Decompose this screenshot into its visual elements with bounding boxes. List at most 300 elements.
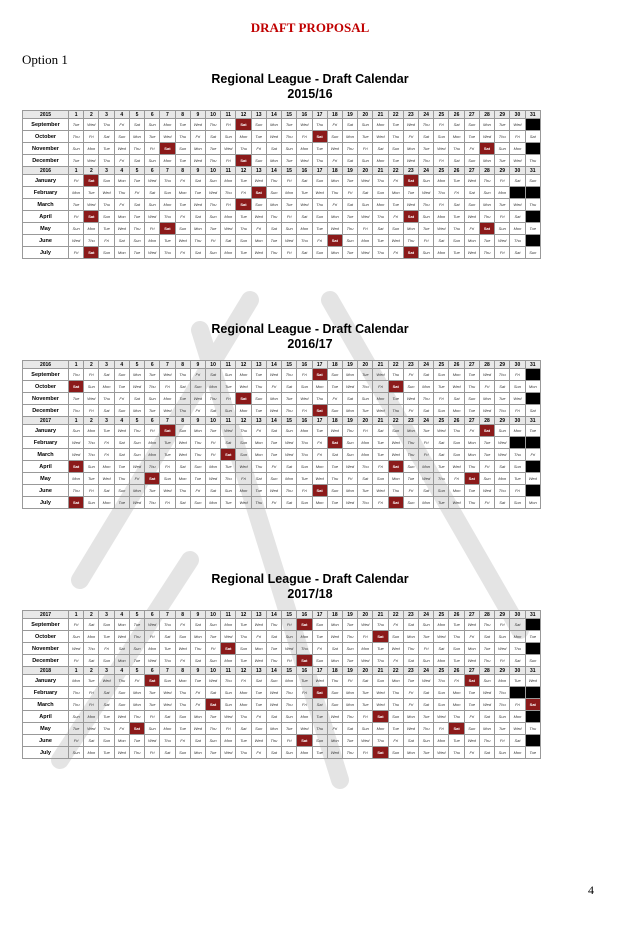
day-cell: Mon: [358, 235, 373, 247]
day-header: 27: [464, 111, 479, 119]
day-cell: Wed: [464, 735, 479, 747]
day-cell: Wed: [510, 155, 525, 167]
day-cell: Thu: [69, 405, 84, 417]
day-cell: Sat: [479, 223, 494, 235]
day-cell: Sat: [99, 687, 114, 699]
day-cell: Wed: [358, 211, 373, 223]
day-cell: Wed: [510, 199, 525, 211]
calendar-season: 2016/17: [287, 337, 333, 351]
month-row: [23, 687, 541, 699]
day-header: 16: [297, 667, 312, 675]
day-cell: Tue: [114, 461, 129, 473]
day-cell: Mon: [358, 449, 373, 461]
day-cell: Thu: [388, 405, 403, 417]
day-cell: Wed: [236, 381, 251, 393]
day-cell: Fri: [297, 131, 312, 143]
day-cell: Tue: [129, 655, 144, 667]
day-cell: Thu: [449, 711, 464, 723]
day-cell: Mon: [84, 631, 99, 643]
day-cell: Sun: [373, 473, 388, 485]
day-cell: Sat: [342, 155, 357, 167]
day-cell: Sun: [84, 381, 99, 393]
day-cell: Sun: [190, 381, 205, 393]
day-cell: Wed: [479, 131, 494, 143]
day-cell: Sat: [251, 187, 266, 199]
day-cell: Sat: [312, 485, 327, 497]
month-row: [23, 211, 541, 223]
day-cell: Thu: [99, 199, 114, 211]
day-cell: Thu: [205, 155, 220, 167]
day-cell: Wed: [145, 619, 160, 631]
day-cell: Tue: [282, 155, 297, 167]
day-cell: Sat: [327, 643, 342, 655]
day-cell: Thu: [145, 461, 160, 473]
day-cell: Mon: [464, 449, 479, 461]
day-cell: [510, 437, 525, 449]
month-row: [23, 437, 541, 449]
day-cell: Wed: [114, 223, 129, 235]
day-cell: Mon: [236, 699, 251, 711]
day-cell: Thu: [251, 497, 266, 509]
day-cell: Fri: [403, 485, 418, 497]
day-cell: Thu: [419, 155, 434, 167]
day-cell: Sat: [114, 235, 129, 247]
day-cell: Sun: [282, 223, 297, 235]
day-cell: Thu: [342, 425, 357, 437]
day-cell: Fri: [434, 199, 449, 211]
day-cell: Fri: [282, 211, 297, 223]
day-cell: Sun: [419, 175, 434, 187]
day-cell: Thu: [342, 143, 357, 155]
day-header: 30: [510, 361, 525, 369]
day-cell: Thu: [266, 619, 281, 631]
day-cell: Sun: [236, 235, 251, 247]
day-cell: Tue: [129, 247, 144, 259]
day-cell: Sun: [69, 631, 84, 643]
day-cell: Tue: [358, 687, 373, 699]
day-header: 16: [297, 361, 312, 369]
day-cell: Tue: [358, 405, 373, 417]
day-cell: Tue: [327, 497, 342, 509]
day-header: 20: [358, 417, 373, 425]
day-cell: Thu: [282, 405, 297, 417]
month-label: January: [23, 175, 69, 187]
day-header: 10: [205, 667, 220, 675]
day-cell: Thu: [114, 187, 129, 199]
day-cell: Sun: [282, 747, 297, 759]
day-cell: Mon: [69, 675, 84, 687]
day-cell: Tue: [388, 393, 403, 405]
day-header: 19: [342, 611, 357, 619]
day-cell: Sat: [479, 143, 494, 155]
day-cell: Sat: [160, 711, 175, 723]
day-cell: Sat: [251, 473, 266, 485]
day-header: 1: [69, 111, 84, 119]
day-cell: Fri: [221, 393, 236, 405]
day-cell: Sun: [221, 485, 236, 497]
day-cell: Fri: [464, 711, 479, 723]
day-cell: Wed: [221, 747, 236, 759]
day-cell: Sun: [495, 747, 510, 759]
day-header: 25: [434, 667, 449, 675]
day-cell: Fri: [69, 211, 84, 223]
day-cell: Tue: [358, 131, 373, 143]
day-cell: Thu: [419, 119, 434, 131]
day-cell: Sun: [419, 211, 434, 223]
day-cell: Sun: [175, 223, 190, 235]
day-cell: Sun: [251, 393, 266, 405]
day-cell: Thu: [69, 131, 84, 143]
day-cell: Wed: [327, 747, 342, 759]
day-header: 14: [266, 611, 281, 619]
day-cell: Wed: [160, 405, 175, 417]
day-cell: Tue: [434, 381, 449, 393]
day-header: 2: [84, 361, 99, 369]
day-cell: Mon: [327, 619, 342, 631]
day-cell: Tue: [434, 497, 449, 509]
day-header: 18: [327, 667, 342, 675]
day-cell: Sun: [99, 619, 114, 631]
day-cell: Sat: [69, 461, 84, 473]
day-cell: Fri: [388, 655, 403, 667]
day-cell: Thu: [312, 199, 327, 211]
day-header: 24: [419, 611, 434, 619]
day-cell: Tue: [373, 449, 388, 461]
day-header: 12: [236, 361, 251, 369]
day-header: 29: [495, 611, 510, 619]
day-header: 17: [312, 417, 327, 425]
day-cell: Fri: [69, 175, 84, 187]
day-cell: Fri: [129, 473, 144, 485]
day-header: 3: [99, 417, 114, 425]
day-header: 13: [251, 111, 266, 119]
day-cell: Thu: [236, 425, 251, 437]
day-cell: Tue: [205, 223, 220, 235]
day-cell: Sun: [221, 369, 236, 381]
day-cell: Mon: [282, 187, 297, 199]
day-cell: Sun: [373, 675, 388, 687]
day-cell: Sat: [236, 199, 251, 211]
day-cell: Fri: [282, 735, 297, 747]
day-cell: Thu: [312, 119, 327, 131]
day-header: 1: [69, 611, 84, 619]
day-cell: [525, 687, 540, 699]
month-label: November: [23, 393, 69, 405]
day-cell: Sat: [160, 747, 175, 759]
day-cell: Thu: [449, 747, 464, 759]
day-cell: Sat: [479, 747, 494, 759]
day-cell: Mon: [510, 747, 525, 759]
day-cell: Mon: [282, 675, 297, 687]
day-cell: Sun: [434, 369, 449, 381]
day-cell: Fri: [160, 381, 175, 393]
month-label: February: [23, 687, 69, 699]
day-header: 29: [495, 361, 510, 369]
day-cell: Tue: [449, 619, 464, 631]
day-cell: Sat: [327, 437, 342, 449]
day-cell: Thu: [358, 497, 373, 509]
day-cell: Sun: [358, 155, 373, 167]
day-cell: Sat: [175, 381, 190, 393]
day-cell: Thu: [175, 369, 190, 381]
day-cell: Fri: [373, 497, 388, 509]
day-cell: Sun: [449, 235, 464, 247]
day-cell: Sat: [236, 393, 251, 405]
day-cell: Mon: [236, 131, 251, 143]
day-cell: Thu: [373, 735, 388, 747]
day-cell: Sat: [403, 247, 418, 259]
day-cell: Sun: [114, 405, 129, 417]
day-cell: Tue: [282, 723, 297, 735]
day-cell: Thu: [312, 393, 327, 405]
day-cell: Mon: [69, 187, 84, 199]
day-cell: Wed: [145, 175, 160, 187]
day-cell: Tue: [160, 449, 175, 461]
day-cell: Thu: [190, 437, 205, 449]
day-cell: Sun: [495, 425, 510, 437]
day-cell: Mon: [327, 735, 342, 747]
day-cell: Wed: [99, 473, 114, 485]
day-cell: Fri: [251, 425, 266, 437]
day-cell: Sun: [510, 497, 525, 509]
day-cell: Sun: [129, 643, 144, 655]
day-cell: Wed: [342, 497, 357, 509]
day-cell: Sat: [205, 405, 220, 417]
day-cell: Wed: [175, 235, 190, 247]
day-cell: Thu: [327, 675, 342, 687]
day-cell: Thu: [160, 175, 175, 187]
day-cell: Sat: [312, 699, 327, 711]
day-cell: Mon: [266, 119, 281, 131]
day-cell: Thu: [175, 485, 190, 497]
day-cell: Wed: [464, 655, 479, 667]
day-cell: Sun: [99, 211, 114, 223]
day-header: 27: [464, 417, 479, 425]
day-header: 28: [479, 361, 494, 369]
day-cell: Sun: [327, 405, 342, 417]
day-header: 4: [114, 111, 129, 119]
day-cell: Sun: [145, 199, 160, 211]
day-cell: Fri: [251, 143, 266, 155]
day-cell: Wed: [464, 175, 479, 187]
day-header: 24: [419, 111, 434, 119]
day-cell: Sat: [464, 473, 479, 485]
day-cell: Wed: [251, 619, 266, 631]
day-cell: Sat: [145, 473, 160, 485]
day-cell: Thu: [69, 485, 84, 497]
day-cell: Mon: [145, 643, 160, 655]
day-cell: Thu: [266, 211, 281, 223]
day-cell: Tue: [145, 699, 160, 711]
day-cell: Wed: [510, 723, 525, 735]
day-cell: Mon: [373, 723, 388, 735]
day-cell: Tue: [403, 675, 418, 687]
day-cell: Fri: [282, 247, 297, 259]
day-cell: Wed: [403, 393, 418, 405]
day-header: 6: [145, 417, 160, 425]
day-cell: Fri: [266, 381, 281, 393]
day-cell: Tue: [175, 199, 190, 211]
month-row: [23, 187, 541, 199]
day-cell: Thu: [495, 131, 510, 143]
day-cell: Sun: [327, 131, 342, 143]
day-cell: Sat: [525, 405, 540, 417]
day-cell: Wed: [114, 425, 129, 437]
day-header: 9: [190, 417, 205, 425]
day-cell: Mon: [434, 175, 449, 187]
month-label: May: [23, 473, 69, 485]
day-header: 20: [358, 611, 373, 619]
day-header: 29: [495, 167, 510, 175]
day-cell: Tue: [251, 687, 266, 699]
day-cell: Sat: [160, 223, 175, 235]
day-cell: Fri: [495, 247, 510, 259]
day-cell: Sun: [84, 461, 99, 473]
day-cell: Sun: [205, 211, 220, 223]
day-cell: Sat: [145, 187, 160, 199]
day-cell: Wed: [190, 155, 205, 167]
day-header: 12: [236, 417, 251, 425]
month-label: February: [23, 437, 69, 449]
month-row: [23, 711, 541, 723]
month-label: June: [23, 735, 69, 747]
day-cell: Thu: [434, 187, 449, 199]
day-cell: Sat: [69, 381, 84, 393]
day-cell: Tue: [495, 155, 510, 167]
day-cell: Sun: [388, 631, 403, 643]
day-cell: Mon: [114, 175, 129, 187]
day-cell: Tue: [342, 175, 357, 187]
day-cell: Sat: [358, 187, 373, 199]
day-cell: Sat: [449, 155, 464, 167]
month-label: July: [23, 497, 69, 509]
day-cell: Wed: [190, 723, 205, 735]
month-row: [23, 497, 541, 509]
day-cell: Sun: [464, 199, 479, 211]
day-cell: Fri: [297, 687, 312, 699]
month-label: January: [23, 425, 69, 437]
day-cell: Mon: [510, 711, 525, 723]
day-cell: Wed: [99, 675, 114, 687]
day-header: 28: [479, 167, 494, 175]
day-cell: Mon: [434, 247, 449, 259]
day-cell: Thu: [373, 247, 388, 259]
day-cell: Fri: [145, 223, 160, 235]
day-cell: Wed: [266, 131, 281, 143]
day-cell: [525, 735, 540, 747]
day-cell: Sat: [205, 699, 220, 711]
month-label: June: [23, 485, 69, 497]
day-header: 18: [327, 417, 342, 425]
day-cell: Wed: [145, 655, 160, 667]
day-cell: Sat: [327, 235, 342, 247]
calendar-title: Regional League - Draft Calendar: [211, 572, 409, 586]
day-cell: Tue: [464, 131, 479, 143]
month-label: January: [23, 675, 69, 687]
day-cell: Sun: [525, 655, 540, 667]
day-cell: Sun: [129, 437, 144, 449]
day-cell: Sun: [266, 187, 281, 199]
day-cell: Thu: [190, 449, 205, 461]
day-header: 17: [312, 361, 327, 369]
day-cell: Thu: [297, 643, 312, 655]
day-header: 20: [358, 361, 373, 369]
day-header: 7: [160, 417, 175, 425]
day-cell: Sun: [464, 155, 479, 167]
day-cell: Sat: [99, 699, 114, 711]
day-header: 27: [464, 611, 479, 619]
day-cell: Thu: [129, 747, 144, 759]
day-cell: Sat: [84, 211, 99, 223]
day-cell: Sun: [327, 687, 342, 699]
day-header: 10: [205, 167, 220, 175]
day-cell: Sat: [373, 143, 388, 155]
day-cell: Sun: [449, 437, 464, 449]
day-cell: Fri: [175, 735, 190, 747]
day-cell: Wed: [297, 199, 312, 211]
day-cell: Sat: [266, 747, 281, 759]
day-cell: Tue: [342, 211, 357, 223]
day-cell: Wed: [266, 405, 281, 417]
day-cell: Wed: [464, 619, 479, 631]
day-cell: Sun: [525, 247, 540, 259]
day-cell: Sun: [342, 643, 357, 655]
day-header: 22: [388, 361, 403, 369]
day-cell: Tue: [84, 675, 99, 687]
day-header: 1: [69, 417, 84, 425]
month-row: [23, 723, 541, 735]
day-header: 26: [449, 611, 464, 619]
day-cell: Fri: [175, 211, 190, 223]
day-cell: Mon: [129, 485, 144, 497]
calendar-title: Regional League - Draft Calendar: [211, 322, 409, 336]
day-cell: Sat: [266, 425, 281, 437]
day-cell: Tue: [99, 631, 114, 643]
day-cell: Wed: [479, 485, 494, 497]
day-cell: Sun: [129, 235, 144, 247]
day-cell: Fri: [266, 497, 281, 509]
day-cell: Fri: [434, 393, 449, 405]
month-row: [23, 473, 541, 485]
day-cell: Wed: [205, 675, 220, 687]
day-cell: Sat: [190, 655, 205, 667]
day-cell: Thu: [419, 723, 434, 735]
day-cell: Wed: [297, 393, 312, 405]
day-cell: Thu: [84, 449, 99, 461]
day-cell: Fri: [327, 155, 342, 167]
day-cell: Sat: [342, 393, 357, 405]
day-cell: Sun: [419, 247, 434, 259]
day-cell: Mon: [266, 199, 281, 211]
day-cell: Fri: [464, 747, 479, 759]
day-cell: Mon: [190, 143, 205, 155]
day-cell: Sat: [129, 723, 144, 735]
day-cell: Mon: [129, 405, 144, 417]
day-cell: Wed: [251, 735, 266, 747]
day-cell: Sat: [510, 735, 525, 747]
month-label: November: [23, 643, 69, 655]
day-cell: Sat: [510, 619, 525, 631]
day-header: 9: [190, 111, 205, 119]
day-cell: Tue: [464, 699, 479, 711]
day-cell: Mon: [114, 247, 129, 259]
day-cell: Mon: [449, 405, 464, 417]
day-header: 22: [388, 417, 403, 425]
day-cell: Tue: [525, 223, 540, 235]
day-header: 30: [510, 667, 525, 675]
day-cell: Tue: [236, 735, 251, 747]
day-cell: Sun: [479, 675, 494, 687]
